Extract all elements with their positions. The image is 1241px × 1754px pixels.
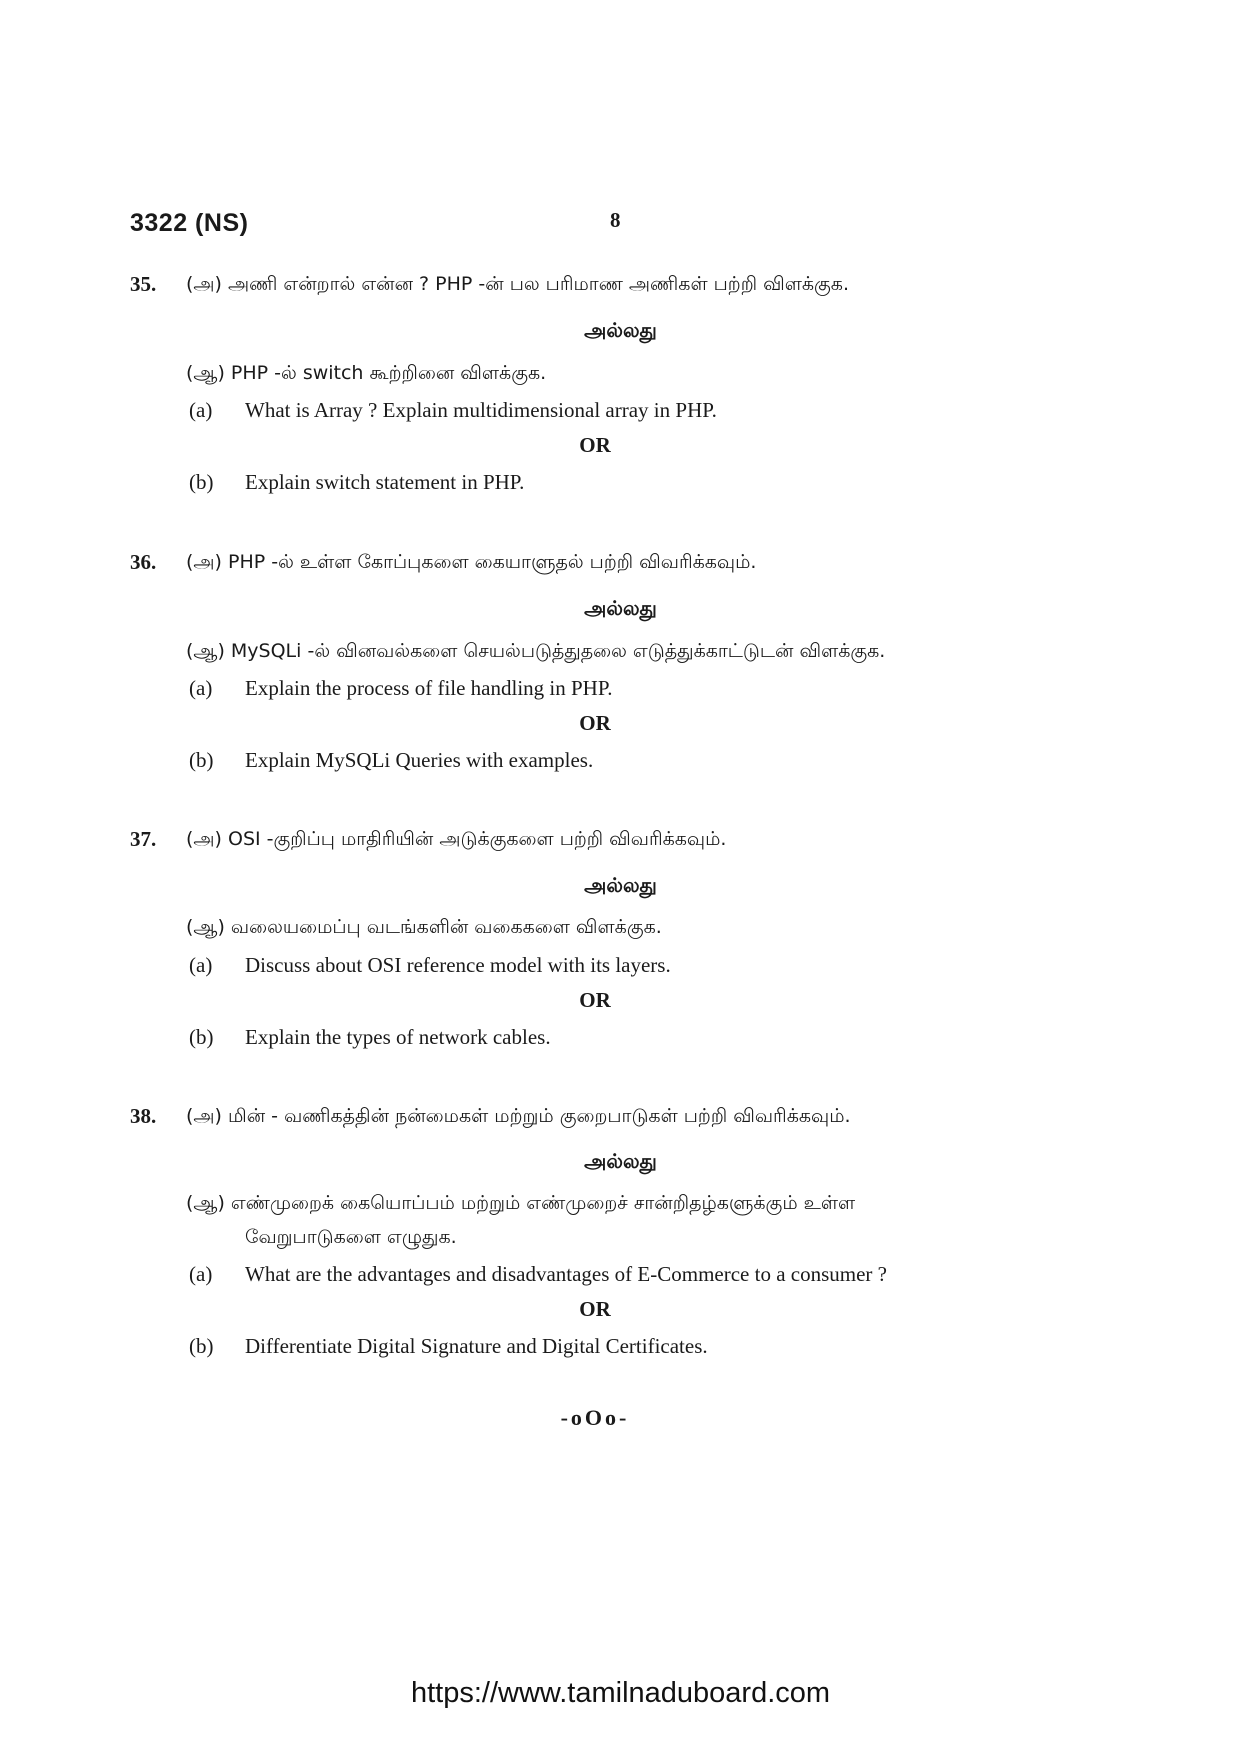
option-label: (ஆ) — [186, 362, 225, 384]
option-label: (b) — [189, 1334, 214, 1358]
question-text: PHP -ல் switch கூற்றினை விளக்குக. — [230, 362, 547, 384]
question-tamil-b — [186, 640, 885, 665]
option-label: (ஆ) — [186, 1192, 225, 1214]
option-label: (b) — [189, 1025, 214, 1049]
question-number: 36. — [130, 550, 157, 574]
end-of-paper-mark: -oOo- — [560, 1405, 630, 1430]
paper-code: 3322 (NS) — [130, 209, 249, 237]
or-divider: OR — [579, 988, 611, 1012]
footer-link[interactable]: https://www.tamilnaduboard.com — [410, 1677, 831, 1709]
question-number: 37. — [130, 827, 157, 851]
question-text: PHP -ல் உள்ள கோப்புகளை கையாளுதல் பற்றி விவரிக்கவும். — [228, 551, 757, 573]
question-tamil-a — [186, 1105, 851, 1130]
question-text: OSI -குறிப்பு மாதிரியின் அடுக்குகளை பற்றி விவரிக்கவும். — [228, 828, 727, 850]
question-tamil-b-continued: வேறுபாடுகளை எழுதுக. — [245, 1226, 457, 1248]
or-tamil-divider: அல்லது — [584, 318, 657, 342]
or-divider: OR — [579, 433, 611, 457]
question-english-a: Explain the process of file handling in PHP. — [245, 676, 613, 700]
option-label: (a) — [189, 398, 213, 422]
option-label: (ஆ) — [186, 916, 225, 938]
or-tamil-divider: அல்லது — [584, 596, 657, 620]
question-text: வலையமைப்பு வடங்களின் வகைகளை விளக்குக. — [230, 916, 662, 938]
option-label: (ஆ) — [186, 640, 225, 662]
option-label: (அ) — [186, 828, 222, 850]
question-tamil-b — [186, 1192, 855, 1217]
option-label: (b) — [189, 748, 214, 772]
question-tamil-a — [186, 551, 756, 576]
question-tamil-a — [186, 273, 849, 298]
question-english-b: Explain the types of network cables. — [245, 1025, 551, 1049]
question-text: அணி என்றால் என்ன ? PHP -ன் பல பரிமாண அணிகள் பற்றி விளக்குக. — [228, 273, 849, 295]
question-english-b: Explain MySQLi Queries with examples. — [245, 748, 594, 772]
or-divider: OR — [579, 711, 611, 735]
question-english-a: Discuss about OSI reference model with its layers. — [245, 953, 671, 977]
question-english-a: What is Array ? Explain multidimensional array in PHP. — [245, 398, 717, 422]
question-text: மின் - வணிகத்தின் நன்மைகள் மற்றும் குறைபாடுகள் பற்றி விவரிக்கவும். — [228, 1105, 851, 1127]
or-tamil-divider: அல்லது — [584, 873, 657, 897]
question-tamil-b — [186, 362, 546, 387]
option-label: (a) — [189, 1262, 213, 1286]
question-english-a: What are the advantages and disadvantages of E-Commerce to a consumer ? — [245, 1262, 887, 1286]
option-label: (அ) — [186, 551, 222, 573]
option-label: (அ) — [186, 1105, 222, 1127]
question-tamil-a — [186, 828, 726, 853]
question-number: 35. — [130, 272, 157, 296]
question-text: MySQLi -ல் வினவல்களை செயல்படுத்துதலை எடுத்துக்காட்டுடன் விளக்குக. — [230, 640, 886, 662]
option-label: (b) — [189, 470, 214, 494]
option-label: (a) — [189, 676, 213, 700]
or-tamil-divider: அல்லது — [584, 1149, 657, 1173]
question-english-b: Explain switch statement in PHP. — [245, 470, 525, 494]
page-number: 8 — [610, 208, 621, 232]
option-label: (a) — [189, 953, 213, 977]
question-tamil-b — [186, 916, 662, 941]
question-number: 38. — [130, 1104, 157, 1128]
option-label: (அ) — [186, 273, 222, 295]
question-english-b: Differentiate Digital Signature and Digital Certificates. — [245, 1334, 708, 1358]
or-divider: OR — [579, 1297, 611, 1321]
question-text: எண்முறைக் கையொப்பம் மற்றும் எண்முறைச் சான்றிதழ்களுக்கும் உள்ள — [230, 1192, 856, 1214]
